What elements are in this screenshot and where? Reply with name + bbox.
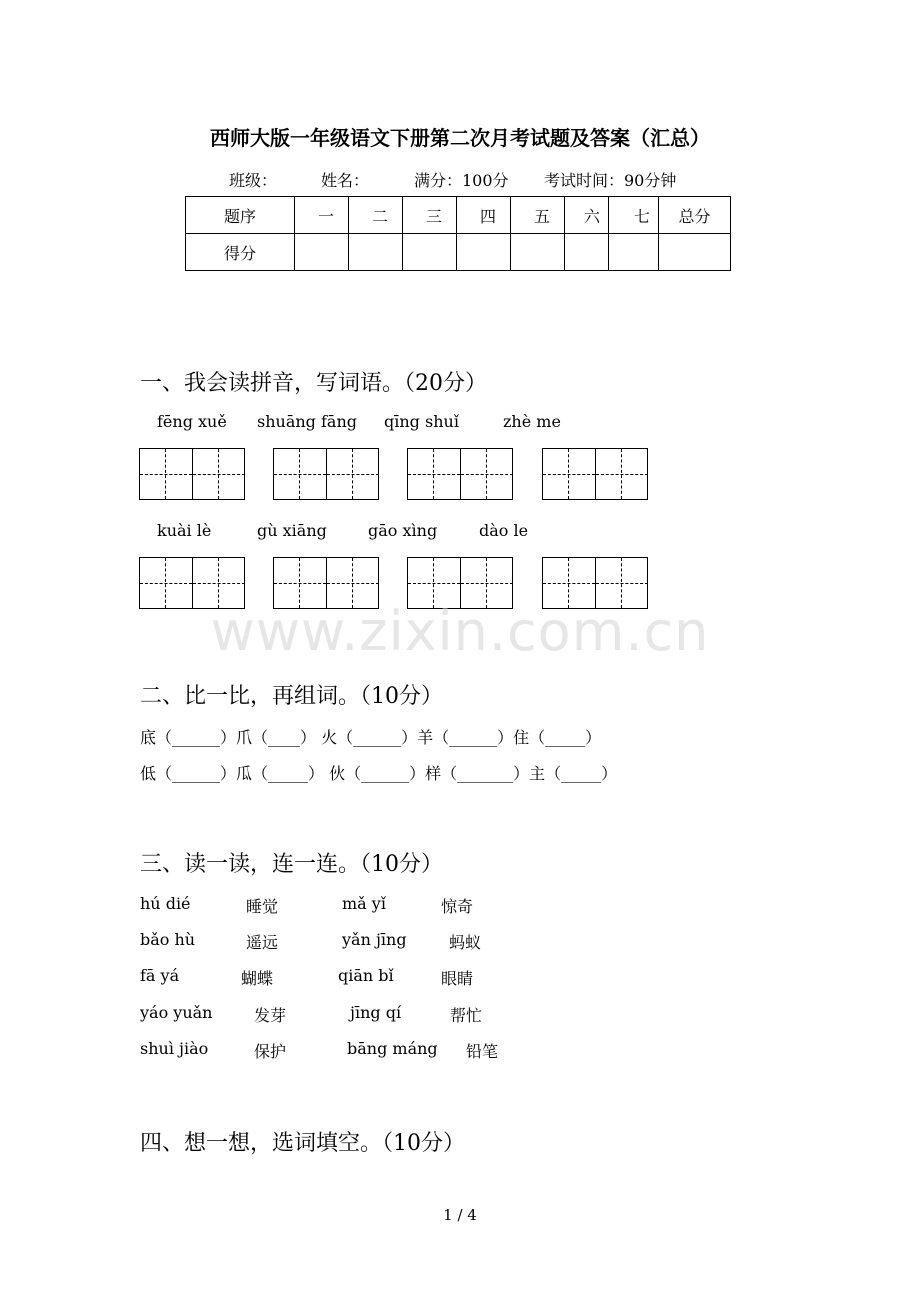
match-pinyin-left: yáo yuǎn xyxy=(140,1003,213,1022)
match-pinyin-left: shuì jiào xyxy=(140,1039,209,1058)
score-col-1: 一 xyxy=(295,197,349,234)
pinyin-8: dào le xyxy=(479,521,529,540)
compare-line-1: 底（______）爪（____） 火（______）羊（______）住（_____） xyxy=(140,728,602,747)
class-label: 班级： xyxy=(229,171,278,190)
score-cell[interactable] xyxy=(403,234,457,271)
score-table-header-label: 题序 xyxy=(186,197,295,234)
pinyin-5: kuài lè xyxy=(157,521,212,540)
score-table xyxy=(185,196,731,271)
page-title: 西师大版一年级语文下册第二次月考试题及答案（汇总） xyxy=(210,126,710,150)
match-word-left: 保护 xyxy=(254,1042,287,1061)
match-word-right: 惊奇 xyxy=(441,897,474,916)
match-word-left: 遥远 xyxy=(246,933,279,952)
match-pinyin-right: jīng qí xyxy=(350,1003,402,1022)
match-word-left: 蝴蝶 xyxy=(241,969,274,988)
writing-grid[interactable] xyxy=(273,448,379,500)
name-label: 姓名： xyxy=(321,171,370,190)
match-word-left: 发芽 xyxy=(254,1006,287,1025)
score-col-total: 总分 xyxy=(659,197,731,234)
score-table-score-label: 得分 xyxy=(186,234,295,271)
page-number: 1 / 4 xyxy=(443,1206,477,1224)
exam-time: 考试时间：90分钟 xyxy=(544,171,677,190)
match-word-right: 铅笔 xyxy=(466,1042,499,1061)
match-pinyin-left: fā yá xyxy=(140,966,180,985)
score-cell[interactable] xyxy=(295,234,349,271)
match-pinyin-right: yǎn jīng xyxy=(342,930,407,949)
match-word-left: 睡觉 xyxy=(246,897,279,916)
score-col-7: 七 xyxy=(609,197,659,234)
score-table-header-row xyxy=(186,197,731,234)
section1-title: 一、我会读拼音，写词语。（20分） xyxy=(140,371,487,396)
score-col-3: 三 xyxy=(403,197,457,234)
writing-grid[interactable] xyxy=(407,448,513,500)
pinyin-4: zhè me xyxy=(503,412,561,431)
match-word-right: 帮忙 xyxy=(450,1006,483,1025)
compare-line-2: 低（______）瓜（_____） 伙（______）样（_______）主（_____） xyxy=(140,764,618,783)
pinyin-7: gāo xìng xyxy=(368,521,438,540)
writing-grid[interactable] xyxy=(139,448,245,500)
section2-title: 二、比一比，再组词。（10分） xyxy=(140,684,443,709)
score-cell[interactable] xyxy=(565,234,609,271)
section4-title: 四、想一想，选词填空。（10分） xyxy=(140,1131,465,1156)
score-cell[interactable] xyxy=(659,234,731,271)
pinyin-1: fēng xuě xyxy=(157,412,227,431)
full-score: 满分：100分 xyxy=(414,171,509,190)
section3-title: 三、读一读，连一连。（10分） xyxy=(140,852,443,877)
score-cell[interactable] xyxy=(349,234,403,271)
match-pinyin-left: hú dié xyxy=(140,894,191,913)
pinyin-3: qīng shuǐ xyxy=(384,412,459,431)
score-col-4: 四 xyxy=(457,197,511,234)
match-pinyin-right: qiān bǐ xyxy=(338,966,394,985)
match-word-right: 眼睛 xyxy=(441,969,474,988)
watermark: www.zixin.com.cn xyxy=(210,600,710,663)
match-pinyin-left: bǎo hù xyxy=(140,930,196,949)
match-word-right: 蚂蚁 xyxy=(449,933,482,952)
score-table-score-row xyxy=(186,234,731,271)
score-cell[interactable] xyxy=(457,234,511,271)
score-cell[interactable] xyxy=(511,234,565,271)
pinyin-2: shuāng fāng xyxy=(257,412,357,431)
score-col-6: 六 xyxy=(565,197,609,234)
writing-grid[interactable] xyxy=(542,448,648,500)
score-col-5: 五 xyxy=(511,197,565,234)
match-pinyin-right: mǎ yǐ xyxy=(342,894,386,913)
score-col-2: 二 xyxy=(349,197,403,234)
pinyin-6: gù xiāng xyxy=(257,521,327,540)
score-cell[interactable] xyxy=(609,234,659,271)
match-pinyin-right: bāng máng xyxy=(347,1039,438,1058)
